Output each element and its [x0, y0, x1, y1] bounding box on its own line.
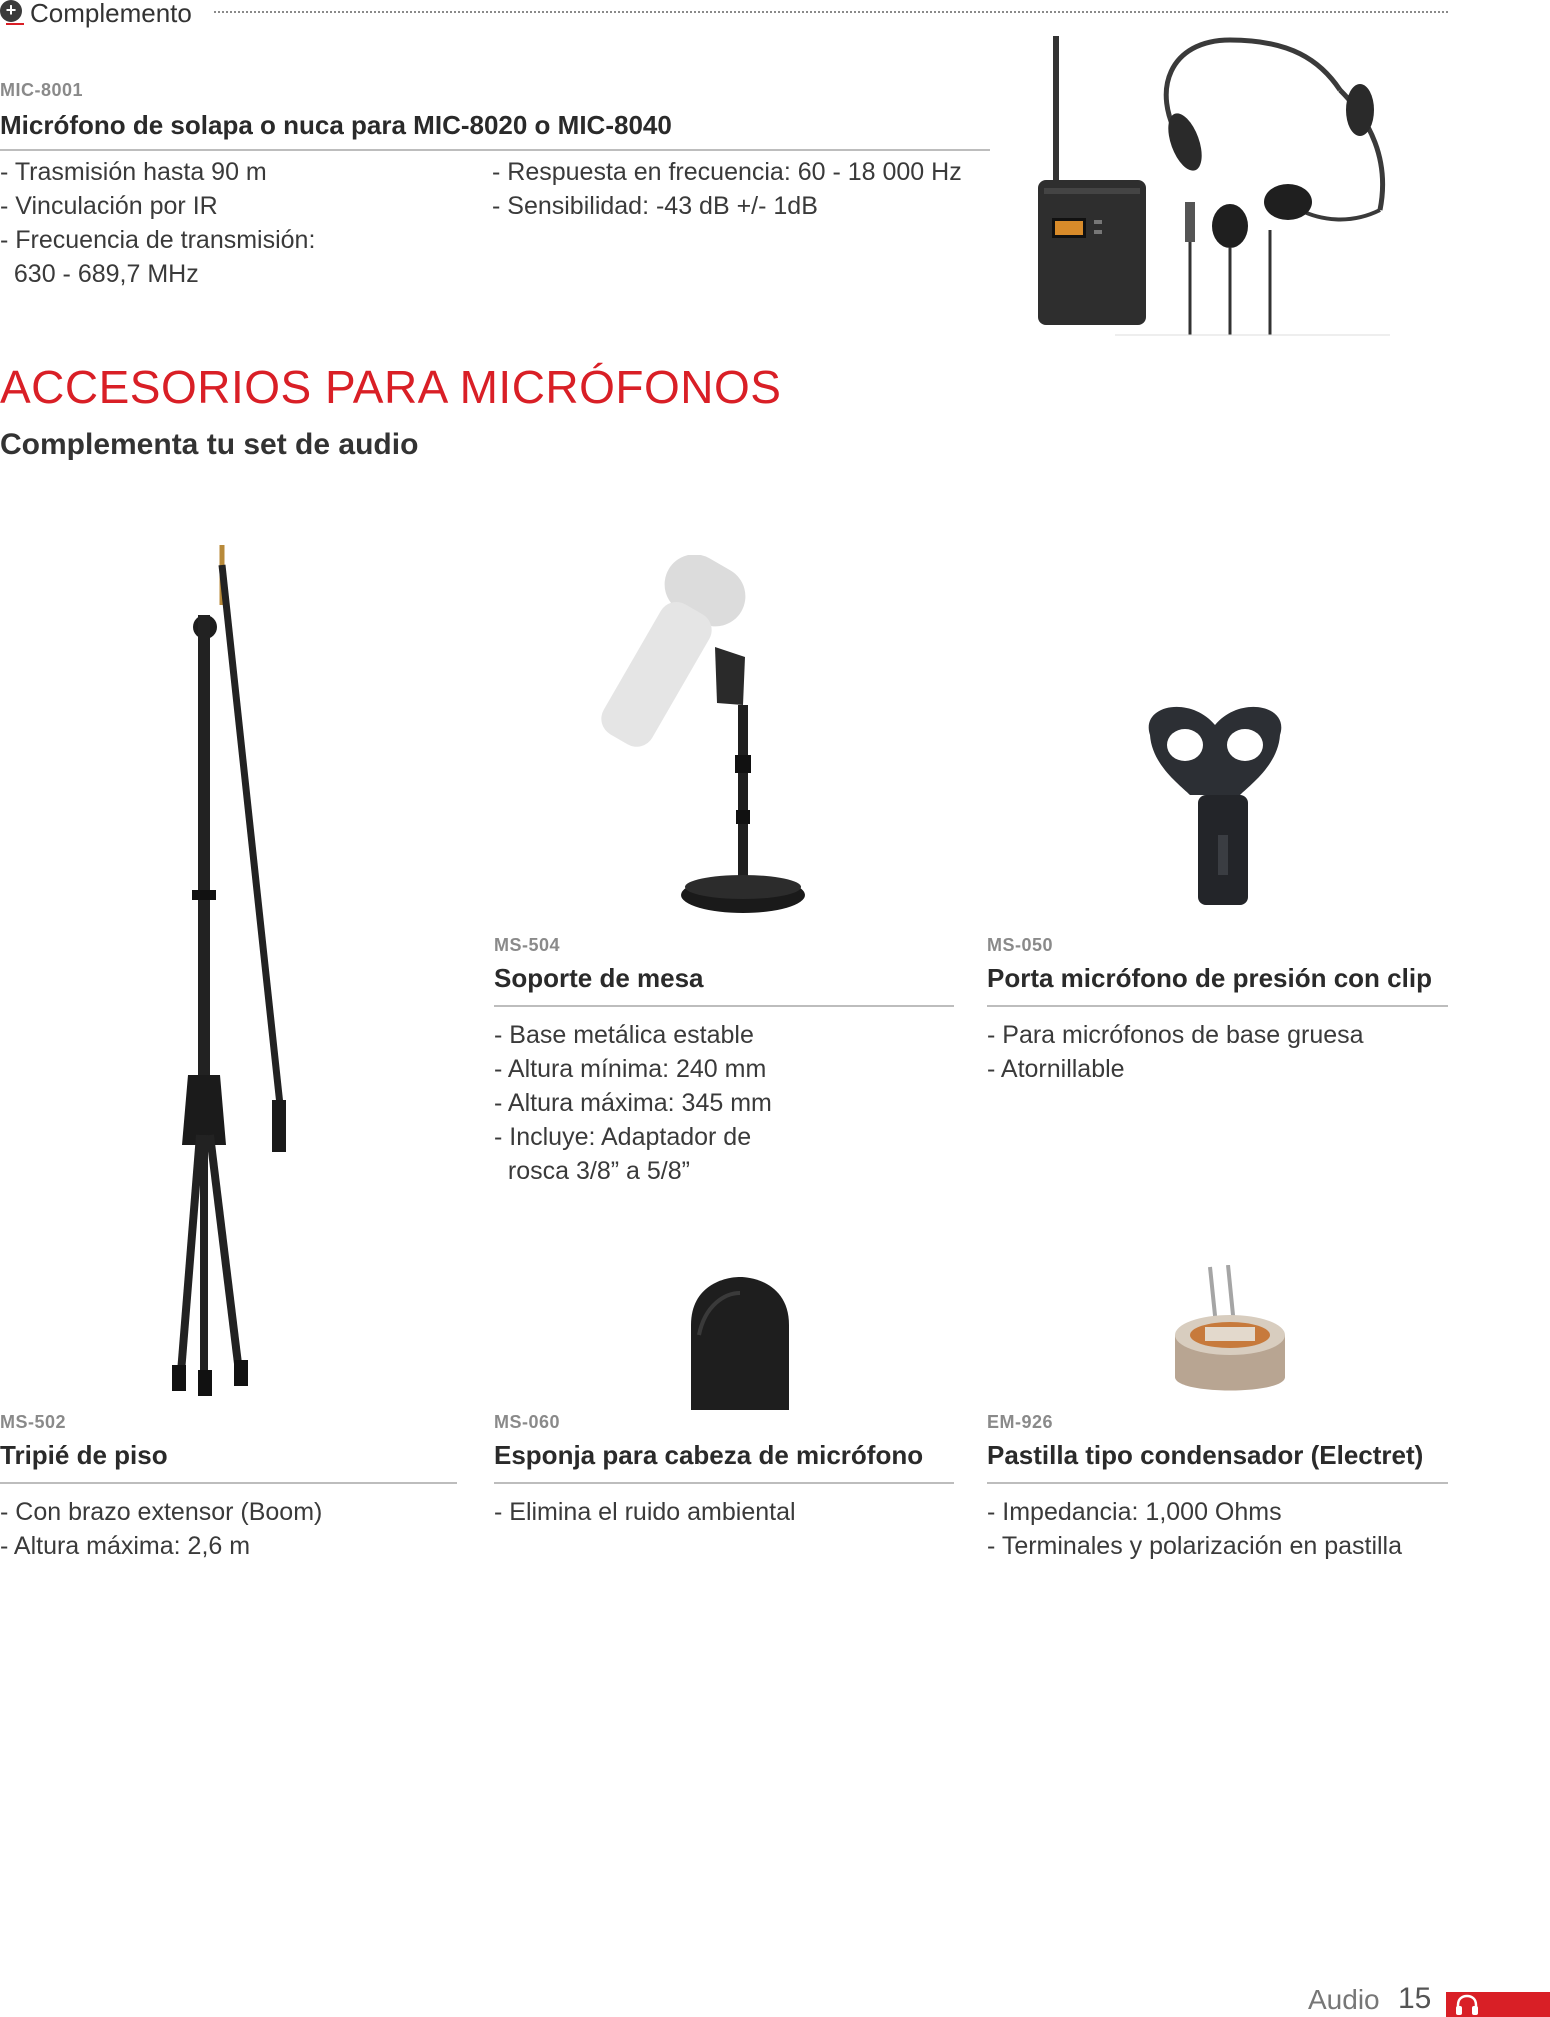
spec-list: [987, 1018, 1364, 1086]
spec-list: [0, 1495, 322, 1563]
dotted-divider: [214, 11, 1448, 13]
product-code: EM-926: [987, 1412, 1054, 1432]
spec-item: - Con brazo extensor (Boom): [0, 1498, 323, 1526]
product-name: Esponja para cabeza de micrófono: [494, 1440, 924, 1470]
spec-item: 630 - 689,7 MHz: [0, 260, 199, 288]
spec-item: - Altura máxima: 345 mm: [494, 1089, 772, 1117]
product-code: MS-502: [0, 1412, 67, 1432]
spec-item: - Para micrófonos de base gruesa: [987, 1021, 1364, 1049]
icon-underline: [6, 23, 24, 25]
product-name: Micrófono de solapa o nuca para MIC-8020 o MIC-8040: [0, 110, 672, 140]
spec-list-right: [492, 155, 962, 223]
product-code: MIC-8001: [0, 80, 84, 100]
product-rule: [0, 1482, 457, 1484]
spec-list: [494, 1495, 796, 1529]
spec-list: [987, 1495, 1402, 1563]
product-name: Porta micrófono de presión con clip: [987, 963, 1432, 993]
section-subtitle: Complementa tu set de audio: [0, 428, 419, 461]
spec-item: - Altura máxima: 2,6 m: [0, 1532, 251, 1560]
desk-stand-image: [595, 555, 825, 925]
product-rule: [494, 1005, 954, 1007]
spec-item: - Trasmisión hasta 90 m: [0, 158, 267, 186]
product-rule: [987, 1482, 1448, 1484]
spec-item: rosca 3/8” a 5/8”: [494, 1157, 690, 1185]
spec-item: - Terminales y polarización en pastilla: [987, 1532, 1403, 1560]
complement-label: Complemento: [30, 0, 192, 28]
product-name: Soporte de mesa: [494, 963, 704, 993]
foam-windscreen-image: [685, 1275, 795, 1415]
spec-list-left: [0, 155, 315, 291]
product-rule: [987, 1005, 1448, 1007]
spec-list: [494, 1018, 772, 1188]
spec-item: - Elimina el ruido ambiental: [494, 1498, 796, 1526]
product-code: MS-504: [494, 935, 561, 955]
electret-capsule-image: [1170, 1265, 1290, 1400]
spec-item: - Atornillable: [987, 1055, 1125, 1083]
plus-circle-icon: +: [0, 0, 22, 22]
footer-accent-bar: [1446, 1992, 1550, 2017]
product-rule: [494, 1482, 954, 1484]
spec-item: - Vinculación por IR: [0, 192, 218, 220]
product-code: MS-050: [987, 935, 1054, 955]
spec-item: - Respuesta en frecuencia: 60 - 18 000 Hz: [492, 158, 962, 186]
spec-item: - Base metálica estable: [494, 1021, 754, 1049]
product-rule: [0, 149, 990, 151]
footer-section-label: Audio: [1308, 1984, 1380, 2015]
wireless-transmitter-image: [1030, 30, 1430, 340]
complement-header: [0, 0, 1448, 26]
spec-item: - Frecuencia de transmisión:: [0, 226, 316, 254]
page-number: 15: [1398, 1982, 1432, 2015]
spec-item: - Impedancia: 1,000 Ohms: [987, 1498, 1282, 1526]
product-code: MS-060: [494, 1412, 561, 1432]
product-name: Pastilla tipo condensador (Electret): [987, 1440, 1424, 1470]
spec-item: - Sensibilidad: -43 dB +/- 1dB: [492, 192, 818, 220]
mic-clip-image: [1130, 695, 1300, 925]
spec-item: - Altura mínima: 240 mm: [494, 1055, 767, 1083]
floor-tripod-image: [160, 545, 300, 1405]
product-name: Tripié de piso: [0, 1440, 168, 1470]
section-title: ACCESORIOS PARA MICRÓFONOS: [0, 361, 782, 413]
headphones-icon: [1454, 1994, 1480, 2016]
spec-item: - Incluye: Adaptador de: [494, 1123, 752, 1151]
